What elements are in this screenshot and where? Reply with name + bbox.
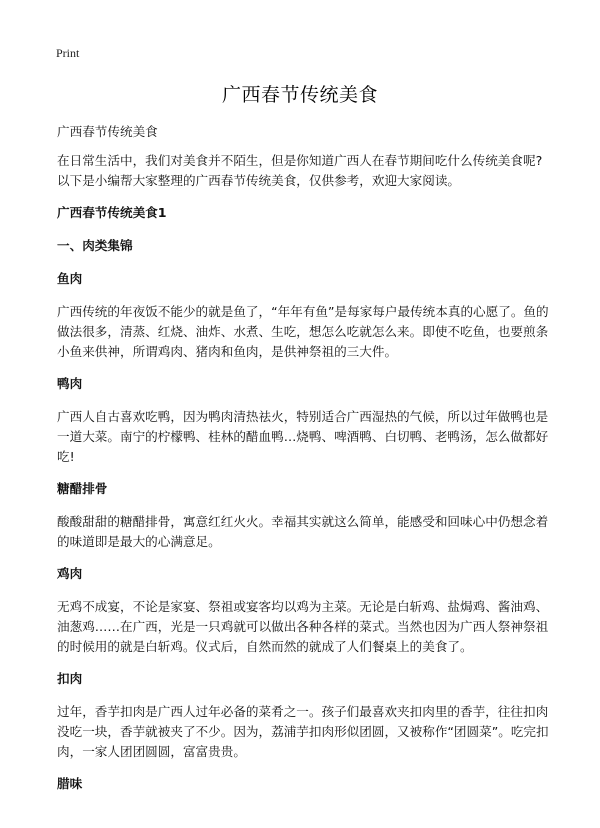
page-title: 广西春节传统美食 (221, 84, 378, 106)
document-body (57, 122, 551, 807)
item-heading-ribs: 糖醋排骨 (57, 481, 108, 496)
item-text-fish: 广西传统的年夜饭不能少的就是鱼了，“年年有鱼”是每家每户最传统本真的心愿了。鱼的做法很多，清蒸、红烧、油炸、水煮、生吃，想怎么吃就怎么来。即使不吃鱼，也要煎条小鱼来供神，所谓鸡肉、猪肉和鱼肉，是供神祭祖的三大件。 (57, 304, 549, 359)
item-text-pork: 过年，香芋扣肉是广西人过年必备的菜肴之一。孩子们最喜欢夹扣肉里的香芋，往往扣肉没吃一块，香芋就被夹了不少。因为，荔浦芋扣肉形似团圆，又被称作“团圆菜”。吃完扣肉，一家人团团圆圆，富富贵贵。 (57, 704, 549, 759)
intro-paragraph: 在日常生活中，我们对美食并不陌生，但是你知道广西人在春节期间吃什么传统美食呢?以下是小编帮大家整理的广西春节传统美食，仅供参考，欢迎大家阅读。 (57, 153, 543, 188)
item-heading-duck: 鸭肉 (57, 376, 83, 391)
item-text-ribs: 酸酸甜甜的糖醋排骨，寓意红红火火。幸福其实就这么简单，能感受和回味心中仍想念着的味道即是最大的心满意足。 (57, 514, 549, 549)
subtitle: 广西春节传统美食 (57, 124, 158, 139)
category-heading: 一、肉类集锦 (57, 238, 133, 253)
item-text-duck: 广西人自古喜欢吃鸭，因为鸭肉清热祛火，特别适合广西湿热的气候，所以过年做鸭也是一道大菜。南宁的柠檬鸭、桂林的醋血鸭…烧鸭、啤酒鸭、白切鸭、老鸭汤，怎么做都好吃! (57, 409, 549, 464)
print-label: Print (56, 46, 80, 60)
section-heading: 广西春节传统美食1 (57, 205, 167, 220)
item-text-chicken: 无鸡不成宴，不论是家宴、祭祖或宴客均以鸡为主菜。无论是白斩鸡、盐焗鸡、酱油鸡、油葱鸡……在广西，光是一只鸡就可以做出各种各样的菜式。当然也因为广西人祭神祭祖的时候用的就是白斩鸡。仪式后，自然而然的就成了人们餐桌上的美食了。 (57, 599, 549, 654)
item-heading-pork: 扣肉 (57, 671, 83, 686)
item-heading-cured-meat: 腊味 (57, 776, 83, 791)
item-heading-chicken: 鸡肉 (57, 566, 83, 581)
item-heading-fish: 鱼肉 (57, 271, 83, 286)
